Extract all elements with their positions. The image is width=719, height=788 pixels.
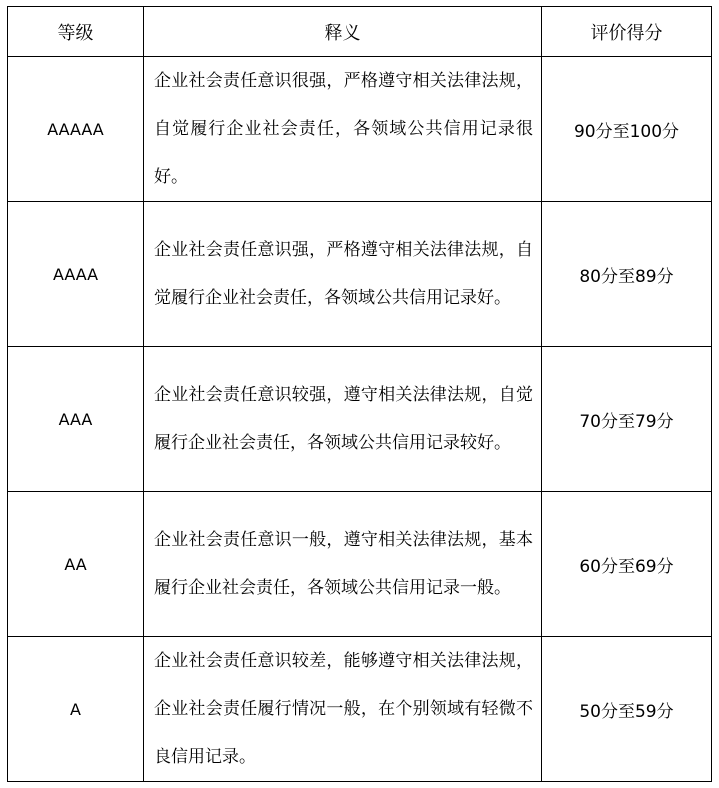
- desc-cell: 企业社会责任意识强，严格遵守相关法律法规，自觉履行企业社会责任，各领域公共信用记录好。: [144, 202, 542, 347]
- table-row: [8, 347, 712, 492]
- score-cell: 90分至100分: [542, 57, 712, 202]
- header-desc: 释义: [144, 7, 542, 57]
- desc-cell: 企业社会责任意识一般，遵守相关法律法规，基本履行企业社会责任，各领域公共信用记录一般。: [144, 492, 542, 637]
- header-score: 评价得分: [542, 7, 712, 57]
- table-row: [8, 202, 712, 347]
- table-row: [8, 637, 712, 782]
- table-row: [8, 492, 712, 637]
- score-cell: 50分至59分: [542, 637, 712, 782]
- score-cell: 60分至69分: [542, 492, 712, 637]
- desc-cell: 企业社会责任意识很强，严格遵守相关法律法规，自觉履行企业社会责任，各领域公共信用记录很好。: [144, 57, 542, 202]
- desc-cell: 企业社会责任意识较差，能够遵守相关法律法规，企业社会责任履行情况一般，在个别领域有轻微不良信用记录。: [144, 637, 542, 782]
- grade-cell: AAAA: [8, 202, 144, 347]
- score-cell: 80分至89分: [542, 202, 712, 347]
- grade-cell: A: [8, 637, 144, 782]
- header-row: [8, 7, 712, 57]
- grade-cell: AAA: [8, 347, 144, 492]
- desc-cell: 企业社会责任意识较强，遵守相关法律法规，自觉履行企业社会责任，各领域公共信用记录较好。: [144, 347, 542, 492]
- header-grade: 等级: [8, 7, 144, 57]
- grading-table: [7, 6, 712, 782]
- grade-cell: AA: [8, 492, 144, 637]
- table-row: [8, 57, 712, 202]
- score-cell: 70分至79分: [542, 347, 712, 492]
- grade-cell: AAAAA: [8, 57, 144, 202]
